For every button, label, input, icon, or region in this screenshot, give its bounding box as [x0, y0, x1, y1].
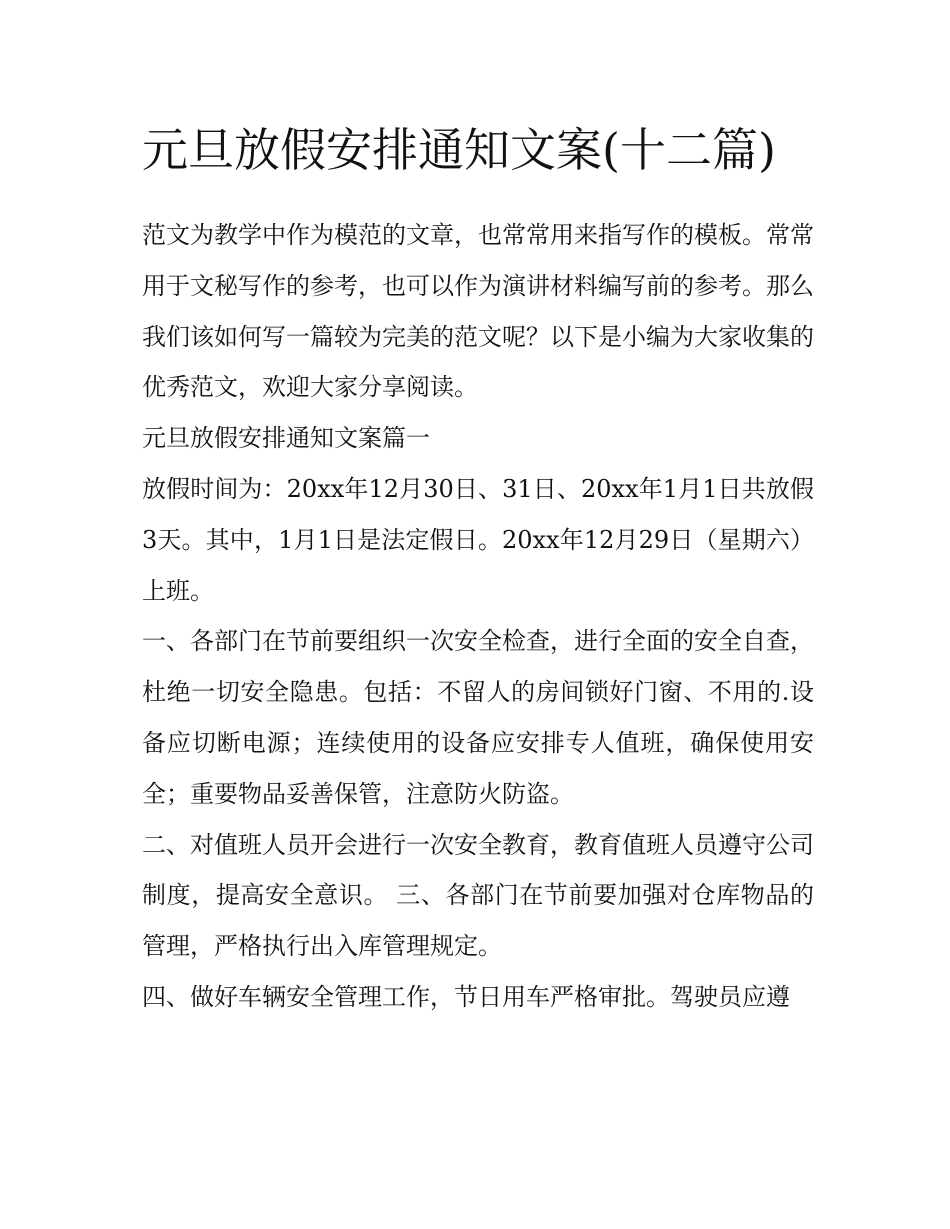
document-title: 元旦放假安排通知文案(十二篇)	[142, 123, 776, 177]
section-heading: 元旦放假安排通知文案篇一	[142, 424, 430, 453]
document-body	[142, 210, 814, 1023]
item-one-paragraph: 一、各部门在节前要组织一次安全检查，进行全面的安全自查，杜绝一切安全隐患。包括：不留人的房间锁好门窗、不用的.设备应切断电源；连续使用的设备应安排专人值班，确保使用安全；重要物品妥善保管，注意防火防盗。	[142, 627, 814, 808]
item-two-three-paragraph: 二、对值班人员开会进行一次安全教育，教育值班人员遵守公司制度，提高安全意识。 三、各部门在节前要加强对仓库物品的管理，严格执行出入库管理规定。	[142, 830, 814, 961]
intro-paragraph: 范文为教学中作为模范的文章，也常常用来指写作的模板。常常用于文秘写作的参考，也可以作为演讲材料编写前的参考。那么我们该如何写一篇较为完美的范文呢？以下是小编为大家收集的优秀范文，欢迎大家分享阅读。	[142, 221, 814, 402]
item-four-paragraph: 四、做好车辆安全管理工作，节日用车严格审批。驾驶员应遵	[142, 982, 790, 1011]
holiday-time-paragraph: 放假时间为：20xx年12月30日、31日、20xx年1月1日共放假3天。其中，1月1日是法定假日。20xx年12月29日（星期六）上班。	[142, 474, 814, 605]
document-page	[142, 112, 814, 1023]
